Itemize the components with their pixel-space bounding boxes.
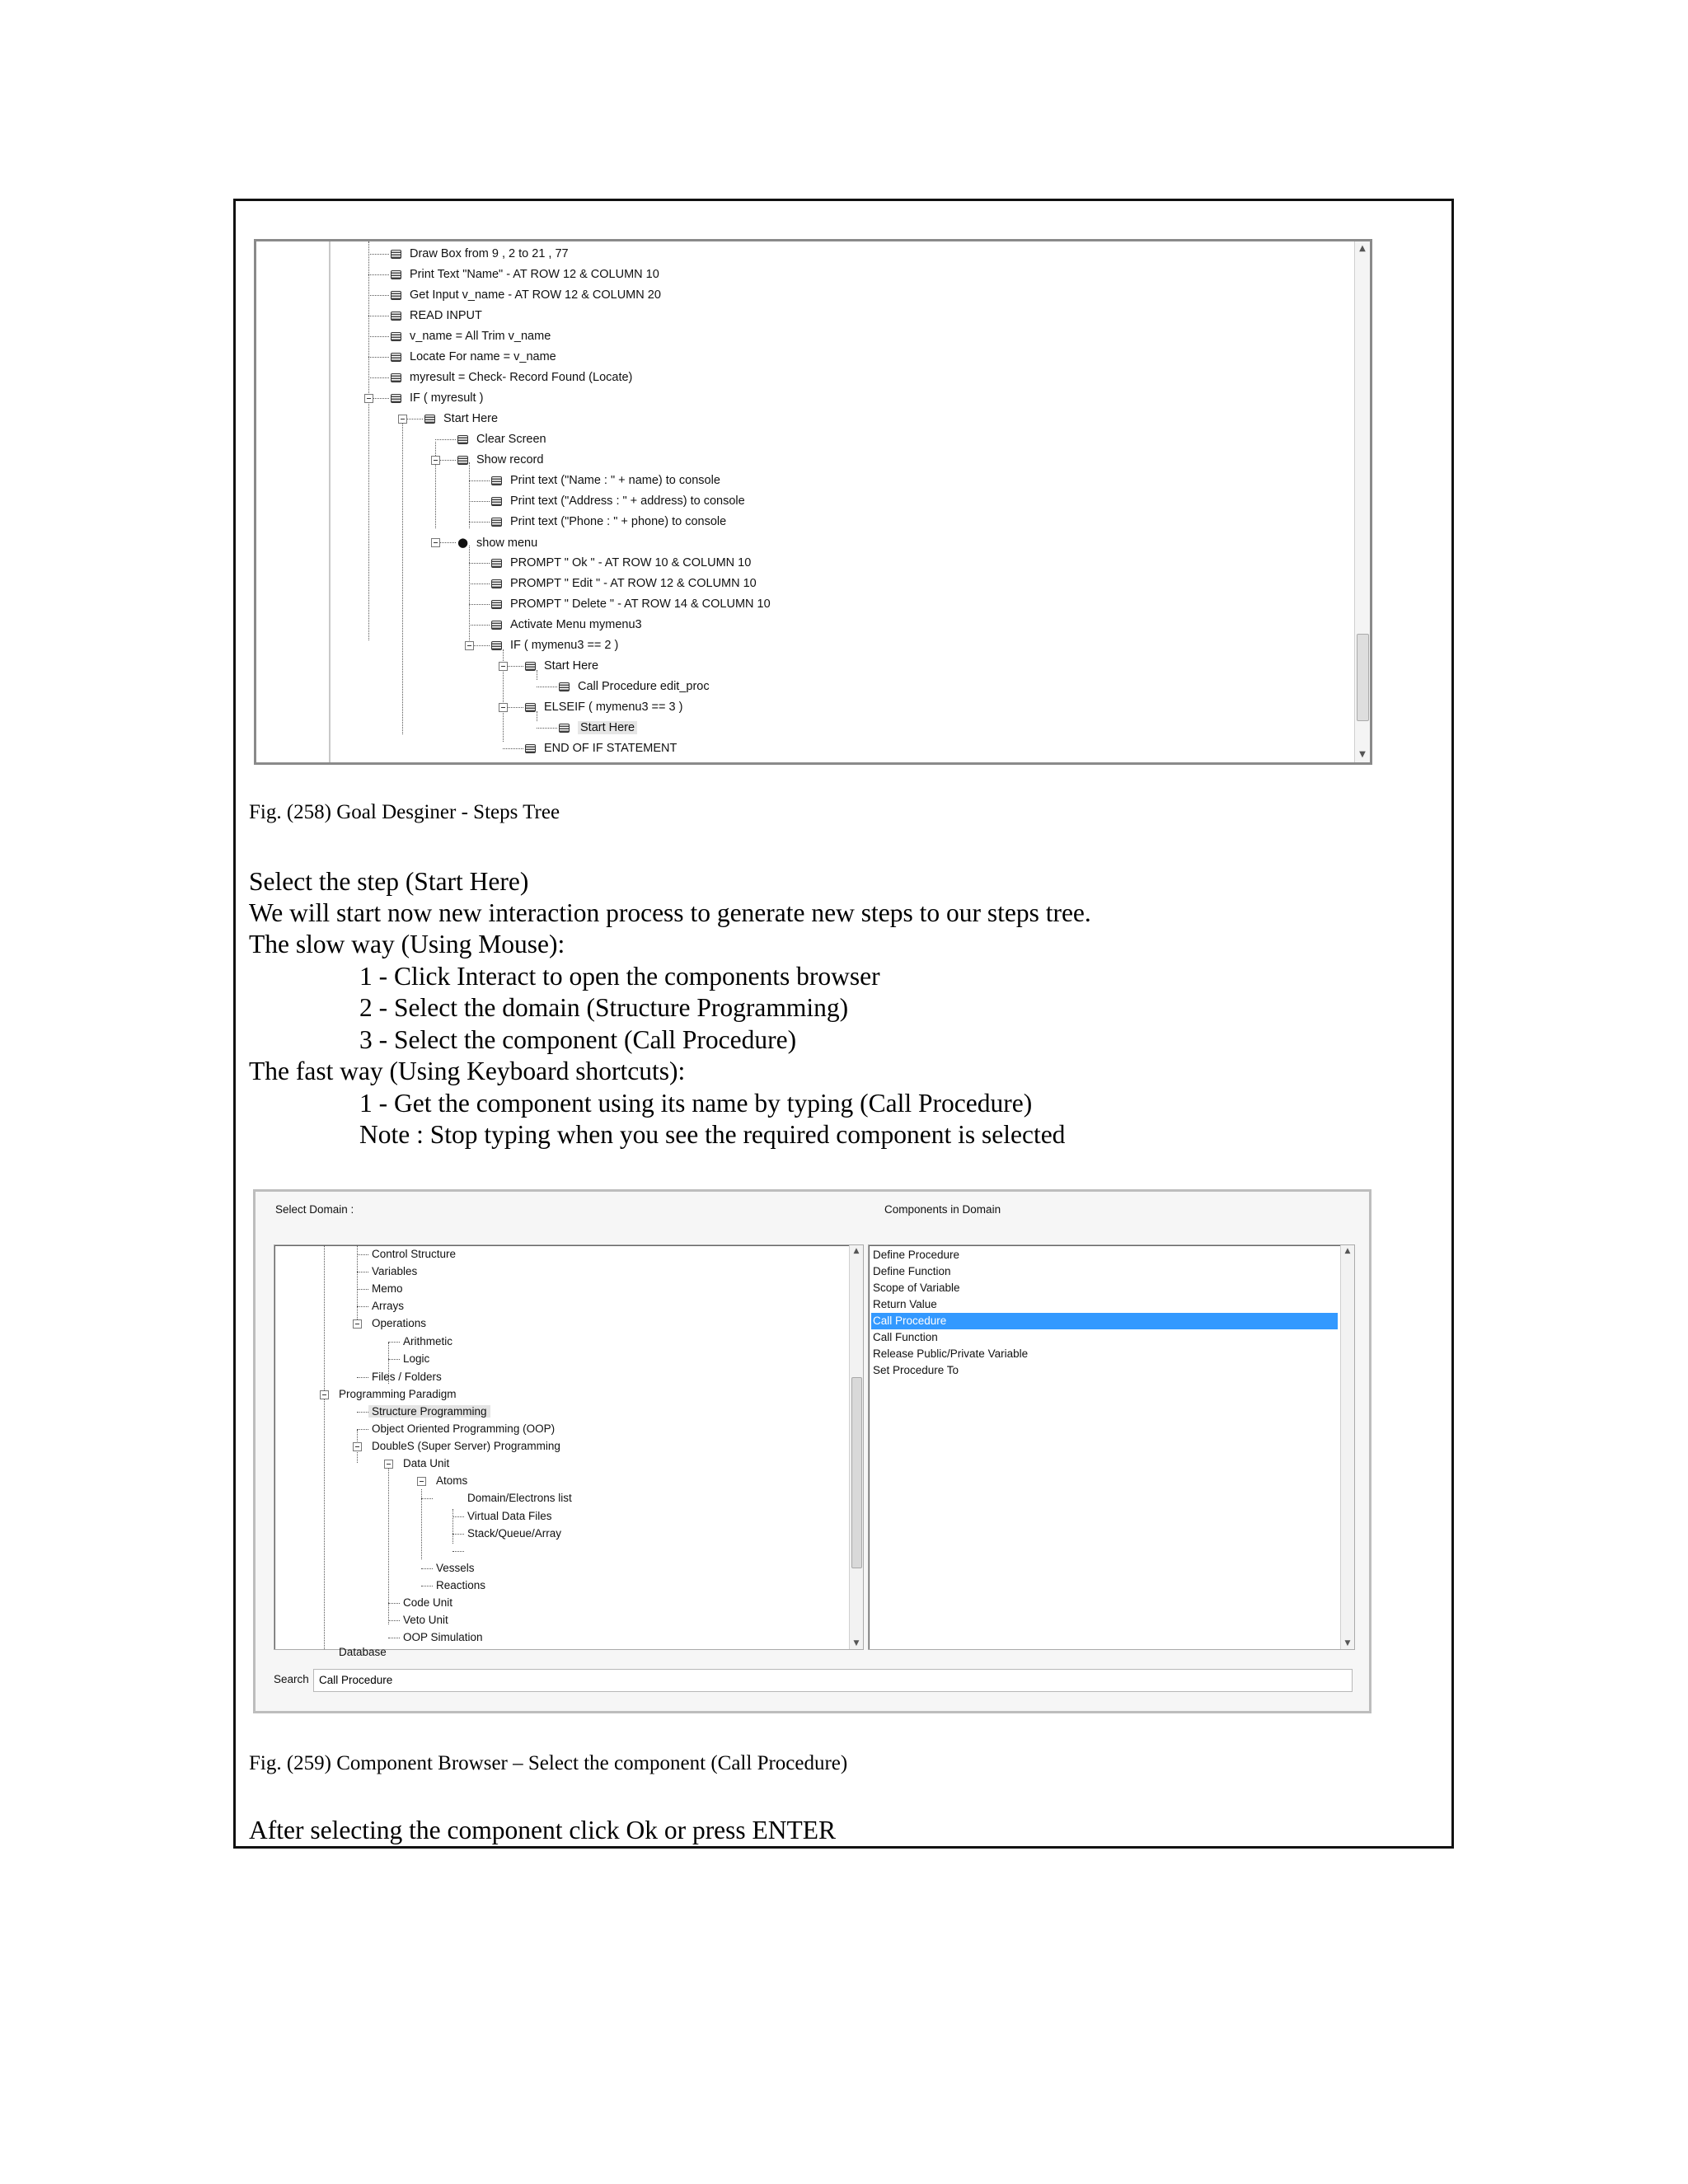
domain-node[interactable]: Files / Folders — [372, 1371, 442, 1383]
tree-node[interactable]: ELSEIF ( mymenu3 == 3 ) — [525, 697, 682, 717]
tree-node[interactable]: PROMPT " Delete " - AT ROW 14 & COLUMN 10 — [491, 594, 771, 614]
component-item[interactable]: Define Function — [873, 1265, 951, 1277]
domain-node[interactable]: Logic — [403, 1352, 430, 1365]
component-browser-screenshot — [253, 1189, 1372, 1713]
domain-node[interactable]: Control Structure — [372, 1248, 457, 1260]
domain-node[interactable]: Variables — [372, 1265, 418, 1277]
tree-node[interactable]: Print text ("Name : " + name) to console — [491, 471, 720, 490]
figure-caption: Fig. (258) Goal Desginer - Steps Tree — [249, 801, 560, 823]
step-icon — [525, 662, 536, 671]
step-icon — [391, 353, 401, 362]
collapse-toggle[interactable] — [499, 703, 508, 712]
tree-node[interactable]: Clear Screen — [457, 429, 546, 449]
component-item[interactable]: Define Procedure — [873, 1249, 960, 1261]
note-line: Note : Stop typing when you see the required component is selected — [359, 1120, 1066, 1149]
tree-node[interactable]: END OF IF STATEMENT — [525, 738, 677, 758]
scroll-up-arrow-icon[interactable]: ▲ — [853, 1247, 860, 1255]
step-icon — [491, 621, 502, 630]
tree-node-selected[interactable]: Start Here — [559, 718, 637, 738]
tree-node[interactable]: READ INPUT — [391, 306, 482, 326]
domain-node[interactable]: Data Unit — [403, 1457, 450, 1469]
closing-instruction: After selecting the component click Ok or press ENTER — [249, 1816, 837, 1844]
step-line: 1 - Click Interact to open the components browser — [359, 962, 880, 991]
collapse-toggle[interactable] — [320, 1390, 329, 1399]
tree-node[interactable]: Start Here — [525, 656, 598, 676]
step-icon — [391, 332, 401, 341]
step-icon — [559, 682, 570, 691]
domain-node[interactable]: Database — [339, 1646, 387, 1658]
step-icon — [391, 250, 401, 259]
domain-node[interactable]: Code Unit — [403, 1596, 453, 1609]
tree-node[interactable]: v_name = All Trim v_name — [391, 326, 551, 346]
step-icon — [491, 518, 502, 527]
step-icon — [491, 600, 502, 609]
step-icon — [391, 270, 401, 279]
tree-node[interactable]: Start Here — [424, 409, 498, 429]
domain-node-selected[interactable]: Structure Programming — [368, 1404, 490, 1420]
domain-node[interactable]: Object Oriented Programming (OOP) — [372, 1422, 556, 1435]
tree-node[interactable]: Show record — [457, 450, 543, 470]
step-line: 2 - Select the domain (Structure Programming) — [359, 993, 849, 1022]
paragraph-line: We will start now new interaction process to generate new steps to our steps tree. — [249, 898, 1091, 927]
step-line: 1 - Get the component using its name by typing (Call Procedure) — [359, 1089, 1033, 1118]
domain-node[interactable]: Domain/Electrons list — [467, 1492, 572, 1504]
bookmark-icon: ● — [457, 535, 469, 550]
collapse-toggle[interactable] — [364, 394, 373, 403]
step-icon — [491, 497, 502, 506]
tree-node[interactable]: Call Procedure edit_proc — [559, 677, 710, 696]
tree-node[interactable]: Activate Menu mymenu3 — [491, 615, 642, 635]
component-item[interactable]: Scope of Variable — [873, 1282, 960, 1294]
domain-node[interactable]: Veto Unit — [403, 1614, 448, 1626]
tree-node[interactable]: Get Input v_name - AT ROW 12 & COLUMN 20 — [391, 285, 661, 305]
step-icon — [391, 394, 401, 403]
step-icon — [391, 373, 401, 382]
paragraph-line: Select the step (Start Here) — [249, 867, 529, 896]
component-item-selected[interactable]: Call Procedure — [871, 1313, 1338, 1329]
scroll-down-arrow-icon[interactable]: ▼ — [1344, 1639, 1351, 1647]
step-icon — [424, 415, 435, 424]
collapse-toggle[interactable] — [417, 1477, 426, 1486]
step-icon — [559, 724, 570, 733]
tree-node[interactable]: ● show menu — [457, 532, 537, 552]
tree-node[interactable]: Print text ("Address : " + address) to console — [491, 491, 745, 511]
component-item[interactable]: Release Public/Private Variable — [873, 1347, 1029, 1360]
step-icon — [491, 641, 502, 650]
tree-node[interactable]: IF ( mymenu3 == 2 ) — [491, 635, 618, 655]
steps-tree-screenshot — [254, 239, 1372, 765]
domain-node[interactable]: Virtual Data Files — [467, 1510, 552, 1522]
domain-node[interactable]: Programming Paradigm — [339, 1388, 457, 1400]
step-icon — [457, 435, 468, 444]
tree-node[interactable]: Print text ("Phone : " + phone) to console — [491, 512, 726, 532]
scroll-thumb[interactable] — [851, 1377, 862, 1568]
step-icon — [457, 456, 468, 465]
step-icon — [491, 579, 502, 588]
collapse-toggle[interactable] — [398, 415, 407, 424]
collapse-toggle[interactable] — [431, 456, 440, 465]
tree-node[interactable]: IF ( myresult ) — [391, 388, 483, 408]
collapse-toggle[interactable] — [384, 1460, 393, 1469]
scroll-down-arrow-icon[interactable]: ▼ — [1359, 750, 1366, 759]
tree-node[interactable]: PROMPT " Edit " - AT ROW 12 & COLUMN 10 — [491, 574, 757, 593]
step-icon — [491, 559, 502, 568]
collapse-toggle[interactable] — [499, 662, 508, 671]
figure-caption: Fig. (259) Component Browser – Select the component (Call Procedure) — [249, 1752, 848, 1774]
domain-node[interactable]: Reactions — [436, 1579, 486, 1591]
scroll-thumb[interactable] — [1357, 634, 1369, 721]
domain-node[interactable]: Arithmetic — [403, 1335, 453, 1347]
domain-node[interactable]: DoubleS (Super Server) Programming — [372, 1440, 560, 1452]
step-line: 3 - Select the component (Call Procedure) — [359, 1025, 797, 1054]
paragraph-line: The fast way (Using Keyboard shortcuts): — [249, 1057, 686, 1085]
collapse-toggle[interactable] — [353, 1319, 362, 1329]
component-item[interactable]: Set Procedure To — [873, 1364, 959, 1376]
component-item[interactable]: Call Function — [873, 1331, 938, 1343]
collapse-toggle[interactable] — [353, 1442, 362, 1451]
tree-gutter-line — [329, 241, 331, 762]
collapse-toggle[interactable] — [431, 538, 440, 547]
search-label: Search — [274, 1673, 309, 1685]
domain-node[interactable]: Operations — [372, 1317, 427, 1329]
components-list-panel[interactable] — [868, 1244, 1355, 1650]
search-input[interactable]: Call Procedure — [313, 1669, 1353, 1692]
domain-node[interactable]: Atoms — [436, 1474, 468, 1487]
domain-tree-scrollbar[interactable] — [849, 1245, 863, 1649]
tree-node[interactable]: Draw Box from 9 , 2 to 21 , 77 — [391, 244, 569, 264]
domain-node[interactable]: Arrays — [372, 1300, 405, 1312]
scroll-up-arrow-icon[interactable]: ▲ — [1344, 1247, 1351, 1255]
step-icon — [491, 476, 502, 485]
scroll-up-arrow-icon[interactable]: ▲ — [1359, 244, 1366, 253]
select-domain-label: Select Domain : — [275, 1203, 354, 1216]
domain-node[interactable]: Memo — [372, 1282, 403, 1295]
components-scrollbar[interactable] — [1340, 1245, 1354, 1649]
step-icon — [391, 312, 401, 321]
step-icon — [525, 744, 536, 753]
tree-node[interactable]: PROMPT " Ok " - AT ROW 10 & COLUMN 10 — [491, 553, 751, 573]
domain-node[interactable]: Stack/Queue/Array — [467, 1527, 562, 1540]
tree-node[interactable]: Locate For name = v_name — [391, 347, 556, 367]
domain-node[interactable]: OOP Simulation — [403, 1631, 483, 1643]
component-item[interactable]: Return Value — [873, 1298, 937, 1310]
domain-tree-panel[interactable] — [274, 1244, 864, 1658]
step-icon — [525, 703, 536, 712]
tree-node[interactable]: myresult = Check- Record Found (Locate) — [391, 368, 632, 387]
vertical-scrollbar[interactable] — [1354, 241, 1370, 762]
domain-node[interactable]: Vessels — [436, 1562, 475, 1574]
step-icon — [391, 291, 401, 300]
components-label: Components in Domain — [884, 1203, 1001, 1216]
tree-node[interactable]: Print Text "Name" - AT ROW 12 & COLUMN 10 — [391, 265, 659, 284]
collapse-toggle[interactable] — [465, 641, 474, 650]
scroll-down-arrow-icon[interactable]: ▼ — [853, 1639, 860, 1647]
paragraph-line: The slow way (Using Mouse): — [249, 930, 565, 958]
